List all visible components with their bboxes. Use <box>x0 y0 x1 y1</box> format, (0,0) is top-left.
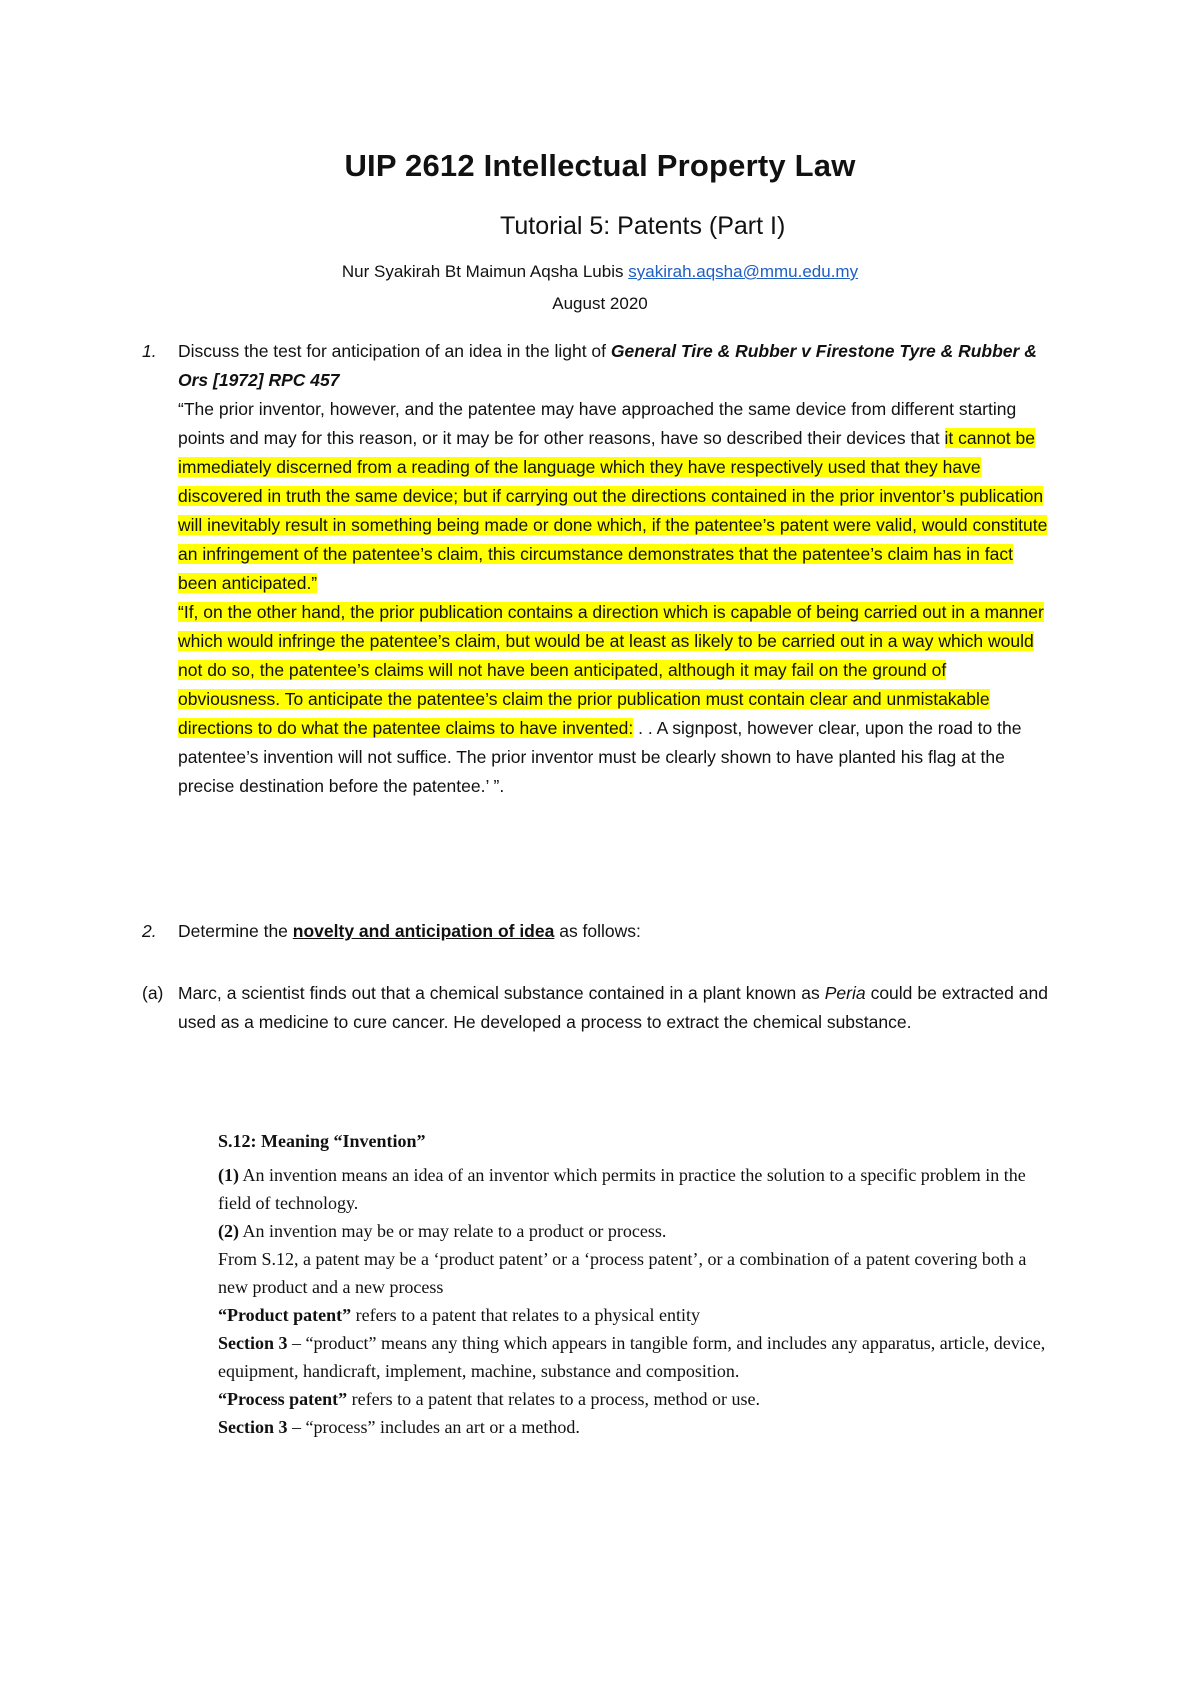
case-citation: General Tire & Rubber v Firestone Tyre & Rubber & Ors [1972] RPC 457 <box>178 341 1037 390</box>
author-email-link[interactable]: syakirah.aqsha@mmu.edu.my <box>628 262 859 281</box>
law-notes <box>218 1127 1048 1441</box>
question-1 <box>142 337 1048 801</box>
question-2-outro: as follows: <box>554 921 641 941</box>
sub-question-text-after: could be extracted and used as a medicine to cure cancer. He developed a process to extract the chemical substance. <box>178 983 1049 1032</box>
section-ref: Section 3 <box>218 1333 288 1353</box>
law-para-1-num: (1) <box>218 1165 239 1185</box>
question-number: 1. <box>142 341 157 361</box>
question-2 <box>142 917 1048 946</box>
sub-question-label: (a) <box>142 983 164 1003</box>
author-name: Nur Syakirah Bt Maimun Aqsha Lubis <box>341 262 624 281</box>
law-para-1 <box>218 1161 1048 1217</box>
document-title: UIP 2612 Intellectual Property Law <box>344 148 856 183</box>
plant-name: Peria <box>824 983 866 1003</box>
question-2-intro: Determine the <box>178 921 293 941</box>
law-para-6-text: refers to a patent that relates to a process, method or use. <box>347 1389 761 1409</box>
law-para-1-text: An invention means an idea of an inventor which permits in practice the solution to a specific problem in the field of technology. <box>218 1165 1026 1213</box>
law-para-4-text: refers to a patent that relates to a physical entity <box>351 1305 701 1325</box>
process-patent-term: “Process patent” <box>218 1389 348 1409</box>
law-para-2-text: An invention may be or may relate to a product or process. <box>239 1221 667 1241</box>
law-para-3: From S.12, a patent may be a ‘product patent’ or a ‘process patent’, or a combination of a patent covering both a new product and a new process <box>218 1249 1027 1297</box>
law-para-2 <box>218 1217 1048 1245</box>
sub-question-text-before: Marc, a scientist finds out that a chemical substance contained in a plant known as <box>178 983 825 1003</box>
quote-2-highlighted: “If, on the other hand, the prior publication contains a direction which is capable of being carried out in a manner which would infringe the patentee’s claim, but would be at least as likely to be carried out in a way which would not do so, the patentee’s claims will not have been anticipated, although it may fail on the ground of obviousness. To anticipate the patentee’s claim the prior publication must contain clear and unmistakable directions to do what the patentee claims to have invented: <box>178 602 1044 738</box>
law-para-6 <box>218 1385 1048 1413</box>
document-date: August 2020 <box>552 294 648 313</box>
question-1-intro: Discuss the test for anticipation of an idea in the light of <box>178 341 611 361</box>
section-ref: Section 3 <box>218 1417 288 1437</box>
product-patent-term: “Product patent” <box>218 1305 352 1325</box>
question-2-key-term: novelty and anticipation of idea <box>292 921 555 941</box>
question-number: 2. <box>142 921 157 941</box>
sub-question-a <box>142 979 1049 1037</box>
document-subtitle: Tutorial 5: Patents (Part I) <box>500 212 786 240</box>
quote-1-plain: “The prior inventor, however, and the patentee may have approached the same device from different starting points and may for this reason, or it may be for other reasons, have so described their devices that <box>178 399 1017 448</box>
law-heading: S.12: Meaning “Invention” <box>218 1131 426 1151</box>
author-line <box>0 262 1200 282</box>
law-para-7 <box>218 1413 1048 1441</box>
law-para-5 <box>218 1329 1048 1385</box>
law-para-7-text: – “process” includes an art or a method. <box>287 1417 580 1437</box>
law-para-5-text: – “product” means any thing which appears in tangible form, and includes any apparatus, article, device, equipment, handicraft, implement, machine, substance and composition. <box>218 1333 1046 1381</box>
law-para-4 <box>218 1301 1048 1329</box>
quote-1-highlighted: it cannot be immediately discerned from a reading of the language which they have respectively used that they have discovered in truth the same device; but if carrying out the directions contained in the prior inventor’s publication will inevitably result in something being made or done which, if the patentee’s patent were valid, would constitute an infringement of the patentee’s claim, this circumstance demonstrates that the patentee’s claim has in fact been anticipated.” <box>178 428 1048 593</box>
quote-2-plain: . . A signpost, however clear, upon the road to the patentee’s invention will not suffice. The prior inventor must be clearly shown to have planted his flag at the precise destination before the patentee.’ ”. <box>178 718 1022 796</box>
law-para-2-num: (2) <box>218 1221 239 1241</box>
